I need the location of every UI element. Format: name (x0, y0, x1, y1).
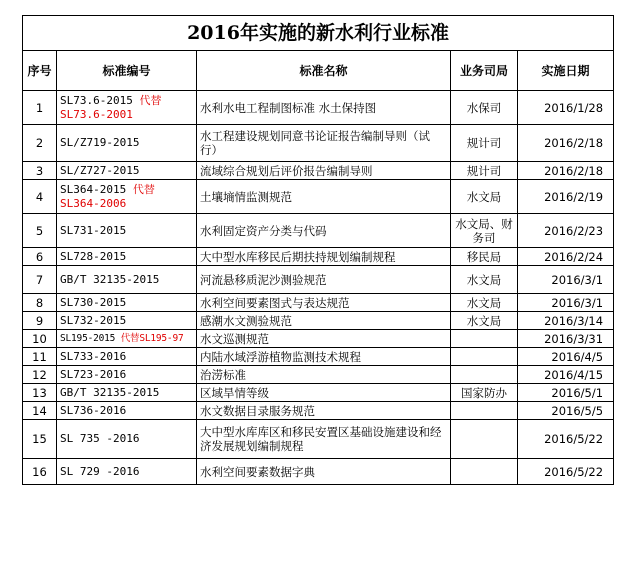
row-number: 9 (23, 312, 57, 330)
table-row (23, 402, 614, 420)
implementation-date: 2016/2/23 (518, 214, 614, 248)
standard-code: SL/Z719-2015 (60, 136, 140, 149)
standards-sheet (22, 15, 613, 485)
standard-name: 水文巡测规范 (197, 330, 451, 348)
implementation-date: 2016/5/5 (518, 402, 614, 420)
standard-code-cell (57, 384, 197, 402)
table-row (23, 162, 614, 180)
standard-code: SL736-2016 (60, 403, 127, 417)
row-number: 14 (23, 402, 57, 420)
standard-code-cell (57, 459, 197, 485)
table-row (23, 348, 614, 366)
standard-code: SL728-2015 (60, 249, 127, 263)
row-number: 16 (23, 459, 57, 485)
standard-name: 大中型水库移民后期扶持规划编制规程 (197, 248, 451, 266)
row-number: 5 (23, 214, 57, 248)
row-number: 10 (23, 330, 57, 348)
standard-code: SL364-2015 (60, 182, 127, 196)
standard-code-cell (57, 180, 197, 214)
department: 水文局 (451, 180, 518, 214)
standard-code-cell (57, 348, 197, 366)
standard-name: 土壤墒情监测规范 (197, 180, 451, 214)
department: 规计司 (451, 162, 518, 180)
row-number: 3 (23, 162, 57, 180)
department (451, 366, 518, 384)
standard-name: 流域综合规划后评价报告编制导则 (197, 162, 451, 180)
table-row (23, 366, 614, 384)
table-row (23, 248, 614, 266)
department (451, 348, 518, 366)
implementation-date: 2016/3/1 (518, 294, 614, 312)
table-row (23, 125, 614, 162)
standard-name: 水文数据目录服务规范 (197, 402, 451, 420)
department (451, 330, 518, 348)
standard-name: 河流悬移质泥沙测验规范 (197, 266, 451, 294)
table-row (23, 420, 614, 459)
standard-code-cell (57, 294, 197, 312)
standard-code: SL723-2016 (60, 367, 127, 381)
standard-code-cell (57, 402, 197, 420)
standard-code-cell (57, 266, 197, 294)
table-row (23, 266, 614, 294)
standard-name: 水利空间要素图式与表达规范 (197, 294, 451, 312)
standard-name: 内陆水域浮游植物监测技术规程 (197, 348, 451, 366)
department: 水保司 (451, 91, 518, 125)
standard-code: GB/T 32135-2015 (60, 272, 160, 286)
standard-code: SL730-2015 (60, 295, 127, 309)
standard-code: GB/T 32135-2015 (60, 385, 160, 399)
standard-name: 大中型水库库区和移民安置区基础设施建设和经济发展规划编制规程 (197, 420, 451, 459)
department: 移民局 (451, 248, 518, 266)
standard-code: SL733-2016 (60, 349, 127, 363)
implementation-date: 2016/3/14 (518, 312, 614, 330)
header-name: 标准名称 (197, 51, 451, 91)
standard-name: 水利水电工程制图标准 水土保持图 (197, 91, 451, 125)
department: 水文局 (451, 266, 518, 294)
implementation-date: 2016/2/24 (518, 248, 614, 266)
table-row (23, 312, 614, 330)
standard-code-cell (57, 125, 197, 162)
row-number: 4 (23, 180, 57, 214)
implementation-date: 2016/5/22 (518, 420, 614, 459)
header-no: 序号 (23, 51, 57, 91)
department: 国家防办 (451, 384, 518, 402)
standard-name: 感潮水文测验规范 (197, 312, 451, 330)
implementation-date: 2016/2/19 (518, 180, 614, 214)
standard-name: 水工程建设规划同意书论证报告编制导则（试行） (197, 125, 451, 162)
row-number: 13 (23, 384, 57, 402)
standards-table (22, 15, 614, 485)
implementation-date: 2016/2/18 (518, 162, 614, 180)
standard-code: SL732-2015 (60, 313, 127, 327)
implementation-date: 2016/1/28 (518, 91, 614, 125)
implementation-date: 2016/2/18 (518, 125, 614, 162)
row-number: 12 (23, 366, 57, 384)
standard-code-cell (57, 312, 197, 330)
department: 水文局 (451, 312, 518, 330)
department (451, 402, 518, 420)
standard-name: 水利空间要素数据字典 (197, 459, 451, 485)
row-number: 11 (23, 348, 57, 366)
department: 水文局、财务司 (451, 214, 518, 248)
standard-name: 治涝标准 (197, 366, 451, 384)
implementation-date: 2016/5/22 (518, 459, 614, 485)
standard-code: SL 735 -2016 (60, 432, 140, 445)
row-number: 8 (23, 294, 57, 312)
standard-code-cell (57, 366, 197, 384)
row-number: 7 (23, 266, 57, 294)
standard-name: 水利固定资产分类与代码 (197, 214, 451, 248)
standard-code-cell (57, 248, 197, 266)
standard-code-cell (57, 330, 197, 348)
row-number: 1 (23, 91, 57, 125)
implementation-date: 2016/3/31 (518, 330, 614, 348)
implementation-date: 2016/3/1 (518, 266, 614, 294)
standard-code: SL 729 -2016 (60, 464, 140, 478)
department (451, 459, 518, 485)
standard-code: SL73.6-2015 (60, 93, 133, 107)
implementation-date: 2016/5/1 (518, 384, 614, 402)
table-row (23, 330, 614, 348)
table-title: 2016年实施的新水利行业标准 (23, 16, 614, 51)
replaces-standard: 代替SL364-2006 (60, 182, 155, 210)
standard-code: SL/Z727-2015 (60, 163, 140, 177)
table-row (23, 294, 614, 312)
table-row (23, 214, 614, 248)
table-row (23, 459, 614, 485)
table-row (23, 384, 614, 402)
title-row (23, 16, 614, 51)
department (451, 420, 518, 459)
header-row (23, 51, 614, 91)
header-dept: 业务司局 (451, 51, 518, 91)
header-date: 实施日期 (518, 51, 614, 91)
replaces-standard: 代替SL195-97 (120, 332, 184, 344)
implementation-date: 2016/4/5 (518, 348, 614, 366)
standard-code-cell (57, 420, 197, 459)
table-row (23, 180, 614, 214)
table-row (23, 91, 614, 125)
standard-code-cell (57, 162, 197, 180)
row-number: 6 (23, 248, 57, 266)
standard-name: 区域旱情等级 (197, 384, 451, 402)
header-code: 标准编号 (57, 51, 197, 91)
standard-code: SL731-2015 (60, 223, 127, 237)
department: 水文局 (451, 294, 518, 312)
standard-code-cell (57, 214, 197, 248)
department: 规计司 (451, 125, 518, 162)
implementation-date: 2016/4/15 (518, 366, 614, 384)
replaces-standard: 代替SL73.6-2001 (60, 93, 162, 121)
row-number: 2 (23, 125, 57, 162)
standard-code-cell (57, 91, 197, 125)
standard-code: SL195-2015 (60, 332, 116, 344)
row-number: 15 (23, 420, 57, 459)
